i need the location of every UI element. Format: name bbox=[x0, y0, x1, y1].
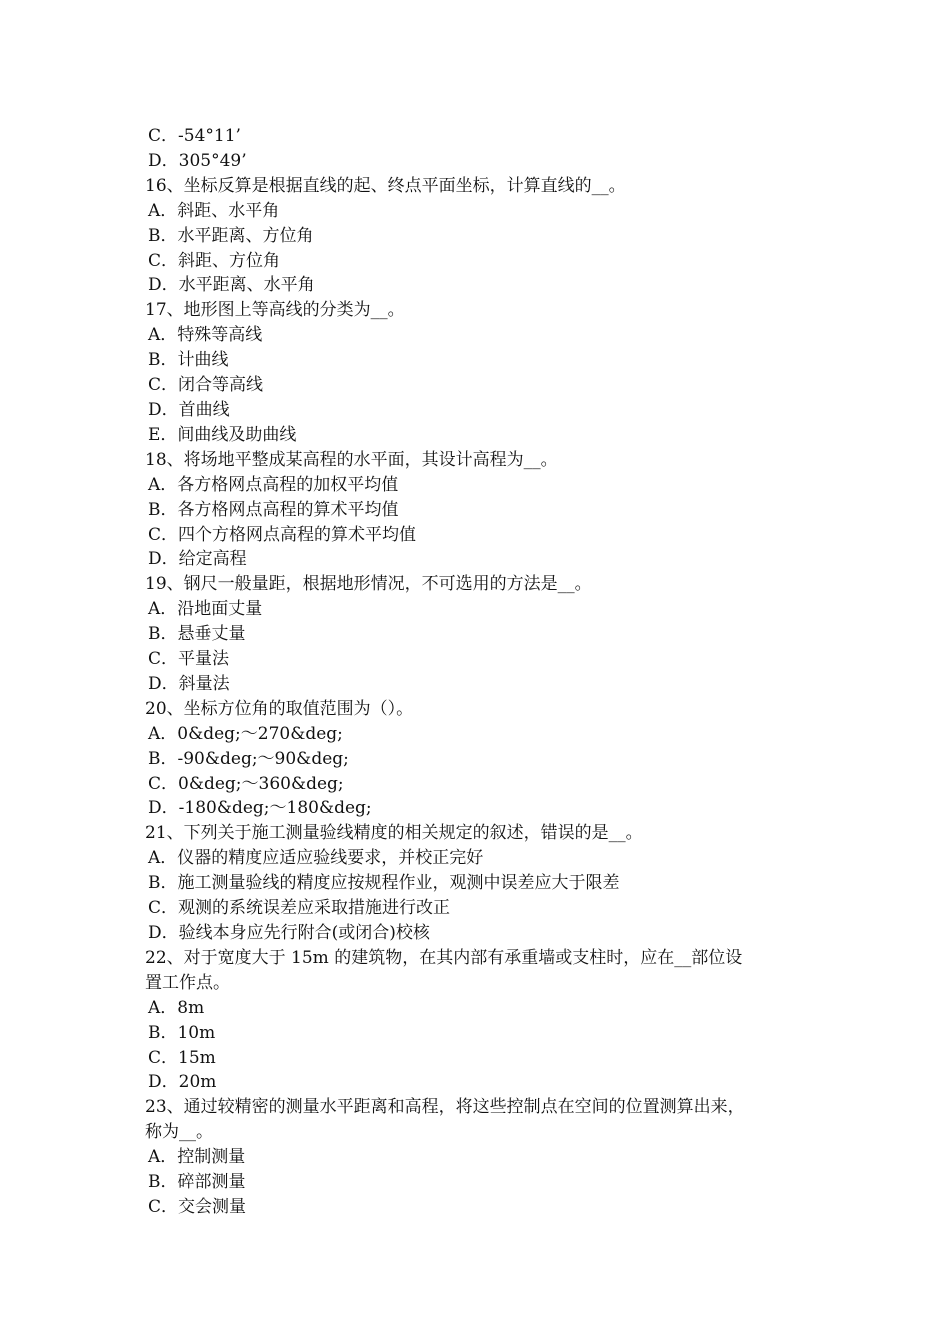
answer-option: D．305°49’ bbox=[148, 150, 247, 171]
question-text: 21、下列关于施工测量验线精度的相关规定的叙述，错误的是__。 bbox=[145, 823, 643, 844]
question-text: 19、钢尺一般量距，根据地形情况，不可选用的方法是__。 bbox=[145, 574, 592, 595]
answer-option: B．-90&deg;～90&deg; bbox=[148, 748, 349, 769]
answer-option: C．0&deg;～360&deg; bbox=[148, 773, 344, 794]
document-body bbox=[145, 124, 817, 1220]
answer-option: A．8m bbox=[148, 997, 205, 1018]
question-text: 22、对于宽度大于 15m 的建筑物，在其内部有承重墙或支柱时，应在__部位设 bbox=[145, 947, 743, 968]
question-text: 16、坐标反算是根据直线的起、终点平面坐标，计算直线的__。 bbox=[145, 175, 626, 196]
answer-option: A．沿地面丈量 bbox=[148, 599, 263, 620]
answer-option: B．计曲线 bbox=[148, 350, 229, 371]
answer-option: D．给定高程 bbox=[148, 549, 247, 570]
answer-option: C．四个方格网点高程的算术平均值 bbox=[148, 524, 417, 545]
question-text: 17、地形图上等高线的分类为__。 bbox=[145, 300, 405, 321]
answer-option: B．施工测量验线的精度应按规程作业，观测中误差应大于限差 bbox=[148, 873, 620, 894]
answer-option: B．各方格网点高程的算术平均值 bbox=[148, 499, 399, 520]
answer-option: B．悬垂丈量 bbox=[148, 624, 246, 645]
answer-option: B．10m bbox=[148, 1022, 216, 1043]
answer-option: E．间曲线及助曲线 bbox=[148, 424, 297, 445]
question-text: 18、将场地平整成某高程的水平面，其设计高程为__。 bbox=[145, 449, 558, 470]
answer-option: C．观测的系统误差应采取措施进行改正 bbox=[148, 898, 451, 919]
answer-option: C．-54°11’ bbox=[148, 126, 241, 146]
answer-option: C．平量法 bbox=[148, 649, 230, 670]
answer-option: D．-180&deg;～180&deg; bbox=[148, 798, 372, 819]
answer-option: B．碎部测量 bbox=[148, 1172, 246, 1193]
answer-option: D．验线本身应先行附合(或闭合)校核 bbox=[148, 923, 430, 943]
answer-option: A．特殊等高线 bbox=[148, 325, 263, 346]
answer-option: B．水平距离、方位角 bbox=[148, 225, 314, 246]
question-text: 称为__。 bbox=[145, 1122, 213, 1143]
question-text: 置工作点。 bbox=[145, 972, 230, 993]
answer-option: A．斜距、水平角 bbox=[148, 200, 280, 221]
answer-option: A．0&deg;～270&deg; bbox=[148, 723, 343, 744]
answer-option: D．首曲线 bbox=[148, 399, 230, 420]
answer-option: C．交会测量 bbox=[148, 1196, 247, 1217]
answer-option: D．20m bbox=[148, 1072, 217, 1093]
answer-option: C．闭合等高线 bbox=[148, 375, 264, 396]
answer-option: C．15m bbox=[148, 1047, 216, 1068]
question-text: 20、坐标方位角的取值范围为（）。 bbox=[145, 698, 414, 719]
answer-option: D．斜量法 bbox=[148, 673, 230, 694]
question-text: 23、通过较精密的测量水平距离和高程，将这些控制点在空间的位置测算出来， bbox=[145, 1097, 745, 1118]
answer-option: A．各方格网点高程的加权平均值 bbox=[148, 474, 399, 495]
answer-option: A．仪器的精度应适应验线要求，并校正完好 bbox=[148, 848, 484, 869]
answer-option: D．水平距离、水平角 bbox=[148, 275, 315, 296]
answer-option: C．斜距、方位角 bbox=[148, 250, 281, 271]
answer-option: A．控制测量 bbox=[148, 1147, 246, 1168]
